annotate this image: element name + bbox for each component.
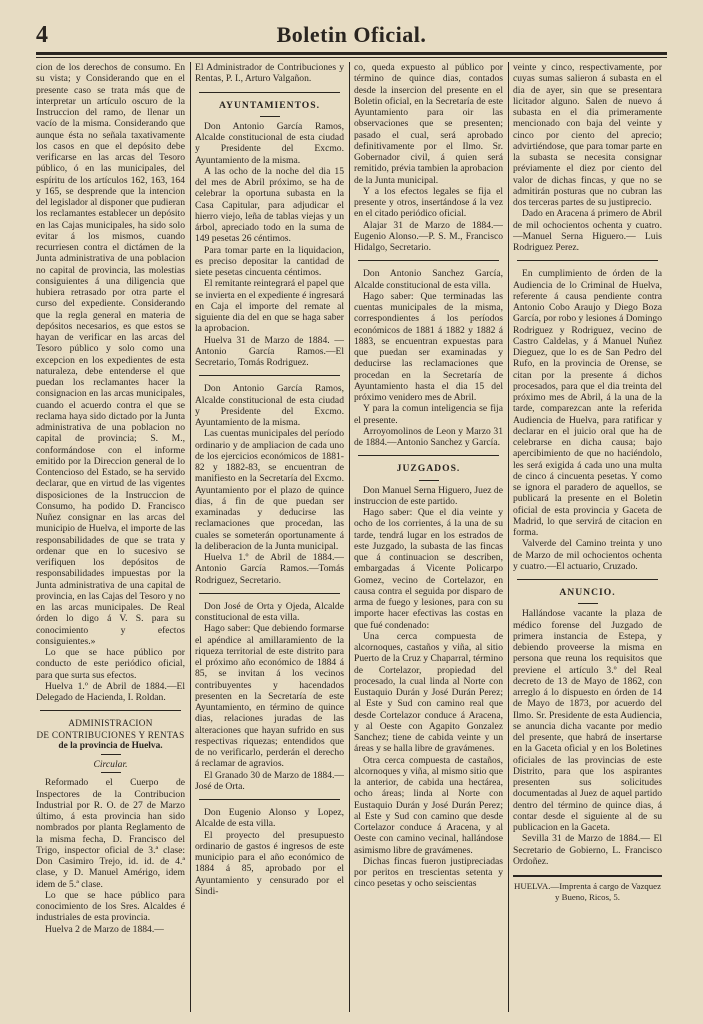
section-rule — [517, 260, 658, 261]
signature: Huelva 2 de Marzo de 1884.— — [45, 923, 164, 935]
paragraph: Dichas fincas fueron justipreciadas por peritos en trescientas setenta y cinco pesetas y ocho seiscientas — [354, 855, 503, 890]
paragraph: El proyecto del presupuesto ordinario de gastos é ingresos de este municipio para el año económico de 1884 á 85, aprobado por el Ayuntamiento y censurado por el Sindi- — [195, 829, 344, 897]
column-1 — [36, 62, 185, 1012]
paragraph: veinte y cinco, respectivamente, por cuyas sumas salieron á subasta en el dia de ayer, sin que se presentara licitador alguno. Salen de nuevo á subasta en el dia primeramente mencionado con baja del veinte y cinco por ciento del aprecio; advirtiéndose, que para tomar parte en la subasta se necesita consignar préviamente el diez por ciento del valor de dichas fincas, y que no se admitirán posturas que no cubran las dos terceras partes de su justiprecio. — [513, 62, 662, 208]
short-rule — [101, 772, 121, 773]
paragraph: Y para la comun inteligencia se fija el presente. — [354, 403, 503, 426]
paragraph: Hago saber: Que debiendo formarse el apéndice al amillaramiento de la riqueza territorial de este distrito para el próximo año económico de 1884 á 85, se invitan á los vecinos contribuyentes y hacendados presenten en la Secretaría de este Ayuntamiento, en término de quince dias, relaciones juradas de las alteraciones que hayan sufrido en sus respectivas riquezas; entendidos que de no verificarlo, perderán el derecho á reclamar de agravios. — [195, 623, 344, 770]
signature: Dado en Aracena á primero de Abril de mil ochocientos ochenta y cuatro.—Manuel Serna Higuero.— Luis Rodriguez Perez. — [513, 208, 662, 253]
signature: Huelva 1.º de Abril de 1884.— Antonio García Ramos.—Tomás Rodriguez, Secretario. — [195, 552, 344, 586]
paragraph: Don Eugenio Alonso y Lopez, Alcalde de esta villa. — [195, 807, 344, 830]
section-rule — [358, 260, 499, 261]
paragraph: co, queda expuesto al público por término de quince dias, contados desde la insercion del presente en el Boletin oficial, en la Secretaría de este Ayuntamiento para oir las observaciones que se presenten; pasado el cual, será aprobado definitivamente por el Ilmo. Sr. Gobernador civil, á quien será remitido, prévia tambien la aprobacion de la Junta municipal. — [354, 62, 503, 186]
column-2 — [195, 62, 344, 1012]
section-rule — [199, 799, 340, 800]
section-rule — [199, 593, 340, 594]
paragraph: A las ocho de la noche del dia 15 del mes de Abril próximo, se ha de celebrar la oportuna subasta en la Casa Capitular, para adjudicar el hierro viejo, leña de tablas viejas y un árbol, apreciado todo en la suma de 149 pesetas 26 céntimos. — [195, 165, 344, 245]
signature: Alajar 31 de Marzo de 1884.— Eugenio Alonso.—P. S. M., Francisco Hidalgo, Secretario. — [354, 219, 503, 253]
paragraph: Hago saber: Que terminadas las cuentas municipales de la misma, correspondientes á los períodos económicos de 1881 á 1882 y 1882 á 1883, se encuentran expuestas para que puedan ser examinadas y deducirse las reclamaciones que procedan en la Secretaría de Ayuntamiento hasta el dia 15 del próximo venidero mes de Abril. — [354, 290, 503, 403]
paragraph: Hallándose vacante la plaza de médico forense del Juzgado de primera instancia de Estepa, y debiendo proveerse la misma en persona que reuna los requisitos que previene el artículo 3.º del Real decreto de 13 de Mayo de 1862, con arreglo á lo dispuesto en órden de 14 de Mayo de 1873, por acuerdo del Ilmo. Sr. Presidente de esta Audiencia, se anuncia dicha vacante por medio del presente, que habrá de insertarse en la Gaceta oficial y en los Boletines oficiales de las provincias de este Distrito, para que los aspirantes presenten sus solicitudes documentadas al Juez de aquel partido dentro del término de quince dias, á contar desde el siguiente al de su publicacion en la Gaceta. — [513, 608, 662, 833]
short-rule — [578, 603, 598, 604]
paragraph: cion de los derechos de consumo. En su vista; y Considerando que en el presente caso se trata más que de interpretar un artículo oscuro de la Instruccion del ramo, de llenar un vacío de la misma. Considerando que aunque ésta no señala taxativamente los casos en que el depósito debe verificarse en las arcas del Tesoro público, ó en las municipales, del espíritu de los artículos 162, 163, 164 y 165, se desprende que la intencion del legislador al disponer que pudieran los reclamantes establecer un depósito en las Cajas municipales, ha sido solo evitar á los mismos, cuando recurriesen contra el dictámen de la Junta administrativa de una poblacion no capital de provincia, las molestias consiguientes á una diligencia que hubiera retrasado por otra parte el curso del expediente. Considerando que la regla general en materia de depósitos necesarios, es que estos se hayan de verificar en las arcas del Tesoro público y solo como una excepcion en los expedientes de esta naturaleza, debe entenderse el que puedan los reclamantes hacer la consignacion en las arcas municipales, cuando el acuerdo contra el que se reclama haya sido dictado por la Junta administrativa de una poblacion no capital de provincia; S. M., conformándose con el informe emitido por la Direccion general de lo Contencioso del Estado, se ha servido declarar, que en virtud de las vigentes disposiciones de la Instruccion de Consumo, ha podido D. Francisco Nuñez consignar en las arcas del municipio de Huelva, el importe de las responsabilidades de que se trata y ordenar que en lo sucesivo se verifiquen los depósitos de responsabilidades impuestas por la Junta administrativa de una capital de provincia, en las Cajas del Tesoro y no en las arcas municipales. De Real órden lo digo á V. S. para su conocimiento y efectos consiguientes.» — [36, 62, 185, 647]
paragraph: Don Antonio Sanchez García, Alcalde constitucional de esta villa. — [354, 268, 503, 291]
paragraph: Lo que se hace público por conducto de este periódico oficial, para que surta sus efectos. — [36, 647, 185, 681]
section-heading: ADMINISTRACION — [68, 718, 153, 729]
paragraph: Don Antonio García Ramos, Alcalde constitucional de esta ciudad y Presidente del Excmo. Ayuntamiento de la misma. — [195, 383, 344, 428]
paragraph: Las cuentas municipales del período ordinario y de ampliacion de cada uno de los ejercicios económicos de 1881-82 y 1882-83, se encuentran de manifiesto en la Secretaría del Excmo. Ayuntamiento por el plazo de quince dias, á fin de que puedan ser examinadas y deducirse las reclamaciones que procedan, las cuales se someterán oportunamente á la deliberacion de la Junta municipal. — [195, 428, 344, 552]
header-rule — [36, 52, 667, 55]
printer-footer: HUELVA.—Imprenta á cargo de Vazquez y Bueno, Ricos, 5. — [513, 875, 662, 904]
section-heading: JUZGADOS. — [396, 463, 461, 475]
column-3 — [354, 62, 503, 1012]
column-4 — [513, 62, 662, 1012]
section-heading: DE CONTRIBUCIONES Y RENTAS — [36, 729, 185, 740]
signature: Huelva 31 de Marzo de 1884. —Antonio García Ramos.—El Secretario, Tomás Rodriguez. — [195, 334, 344, 368]
column-divider — [190, 62, 191, 1012]
column-divider — [349, 62, 350, 1012]
page-header — [22, 18, 681, 50]
paragraph: El remitante reintegrará el papel que se invierta en el expediente é ingresará en Caja el importe del remate al siguiente dia del en que se haga saber la aprobacion. — [195, 278, 344, 335]
paragraph: Don Antonio García Ramos, Alcalde constitucional de esta ciudad y Presidente del Excmo. Ayuntamiento de la misma. — [195, 120, 344, 166]
signature: Arroyomolinos de Leon y Marzo 31 de 1884.—Antonio Sanchez y García. — [354, 425, 503, 448]
page-title: Boletin Oficial. — [276, 22, 427, 47]
signature: El Granado 30 de Marzo de 1884.—José de Orta. — [195, 769, 344, 792]
signature: Huelva 1.º de Abril de 1884.—El Delegado de Hacienda, I. Roldan. — [36, 680, 185, 703]
columns — [36, 62, 670, 1012]
paragraph: Y a los efectos legales se fija el presente y otros, insertándose á la vez en el citado periódico oficial. — [354, 185, 503, 220]
section-rule — [40, 710, 181, 711]
paragraph: Otra cerca compuesta de castaños, alcornoques y viña, al mismo sitio que la anterior, de cabida una hectárea, ocho áreas; linda al Norte con Eustaquio Durán y José Durán Perez; al Este y Sud con camino que desde Cortelazor conduce á Aracena, y al Oeste con camino vecinal, hallándose asimismo libre de gravámenes. — [354, 754, 503, 856]
section-rule — [199, 92, 340, 93]
signature: Sevilla 31 de Marzo de 1884.— El Secretario de Gobierno, L. Francisco Ordoñez. — [513, 833, 662, 867]
subheading: Circular. — [93, 759, 128, 770]
paragraph: Una cerca compuesta de alcornoques, castaños y viña, al sitio Puerto de la Cruz y Chaparral, término de Cortelazor, propiedad del procesado, la cual linda al Norte con Eustaquio Durán y José Durán Perez; al Este y Sud con camino real que desde Cortelazor conduce á Aracena, y al Oeste con Agapito Gonzalez Sanchez; tiene de cabida veinte y un áreas y se halla libre de gravámenes. — [354, 630, 503, 755]
paragraph: Lo que se hace público para conocimiento de los Sres. Alcaldes é industriales de esta provincia. — [36, 889, 185, 924]
header-rule-thin — [36, 57, 667, 58]
column-divider — [508, 62, 509, 1012]
paragraph: Reformado el Cuerpo de Inspectores de la Contribucion Industrial por R. O. de 27 de Marzo último, á esta provincia han sido nombrados por planta Reglamento de la misma fecha, D. Francisco del Trigo, inspector oficial de 3.ª clase: Don Casimiro Trejo, id. id. de 4.ª clase, y D. Manuel Amérigo, idem idem de 5.ª clase. — [36, 777, 185, 890]
paragraph: Para tomar parte en la liquidacion, es preciso depositar la cantidad de siete pesetas cincuenta céntimos. — [195, 244, 344, 278]
short-rule — [101, 754, 121, 755]
paragraph: Don Manuel Serna Higuero, Juez de instruccion de este partido. — [354, 484, 503, 507]
section-heading: ANUNCIO. — [559, 587, 616, 598]
section-rule — [199, 375, 340, 376]
paragraph: En cumplimiento de órden de la Audiencia de lo Criminal de Huelva, referente á causa pendiente contra Antonio Cobo Araujo y Diego Boza García, por robo y lesiones á Domingo Rodriguez y Rodriguez, vecino de Castro Caldelas, y á Manuel Nuñez Dieguez, que lo es de San Pedro del Rufo, en la provincia de Orense, se citan por la presente á dichos procesados, para que el dia treinta del próximo mes de Abril, á la una de la tarde, comparezcan ante la referida Audiencia de Huelva, para ratificar y declarar en el juicio oral que ha de celebrarse en dicha causa; bajo apercibimiento de que no haciéndolo, les será exigida á cada uno una multa de cinco á cincuenta pesetas. Y como se ignora el paradero de aquellos, se publicará la presente en el Boletin oficial de esta provincia y Gaceta de Madrid, lo que servirá de citacion en forma. — [513, 268, 662, 538]
section-rule — [517, 579, 658, 580]
page-number: 4 — [36, 22, 48, 48]
signature: Valverde del Camino treinta y uno de Marzo de mil ochocientos ochenta y cuatro.—El actuario, Cruzado. — [513, 538, 662, 572]
section-heading: AYUNTAMIENTOS. — [219, 99, 320, 111]
short-rule — [419, 480, 439, 481]
paragraph: Don José de Orta y Ojeda, Alcalde constitucional de esta villa. — [195, 600, 344, 623]
section-rule — [358, 455, 499, 456]
short-rule — [260, 116, 280, 117]
section-heading: de la provincia de Huelva. — [58, 740, 163, 751]
signature: El Administrador de Contribuciones y Rentas, P. I., Arturo Valgañon. — [195, 62, 344, 85]
paragraph: Hago saber: Que el dia veinte y ocho de los corrientes, á la una de su tarde, tendrá lugar en los estrados de este Juzgado, la subasta de las fincas que á continuacion se describen, embargadas á Vicente Policarpo Gomez, vecino de Cortelazor, en causa contra el seguida por disparo de arma de fuego y lesiones, para con su importe hacer efectivas las costas en que fué condenado: — [354, 507, 503, 631]
